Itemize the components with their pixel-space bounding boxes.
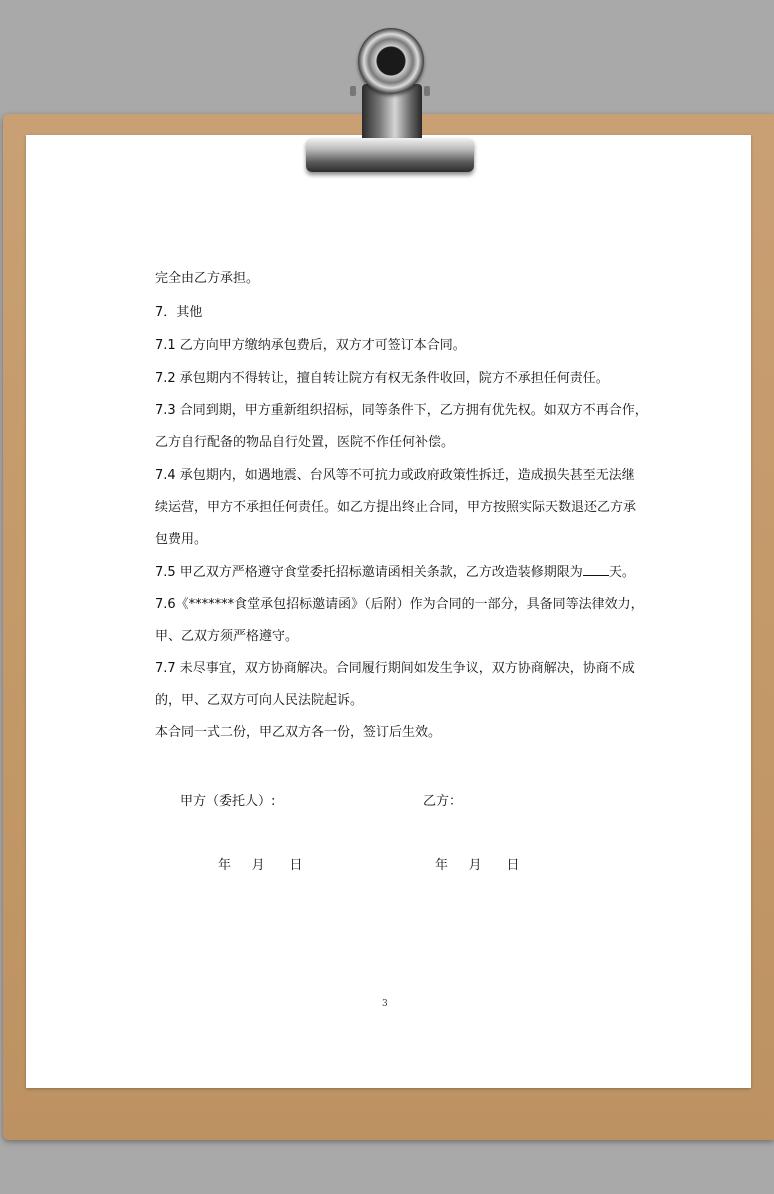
clause-7-2: 7.2 承包期内不得转让，擅自转让院方有权无条件收回，院方不承担任何责任。 [155, 371, 609, 386]
section-heading: 7．其他 [155, 305, 203, 320]
clip-base [306, 138, 474, 172]
clip-hinge-left [350, 86, 356, 96]
clause-7-4: 7.4 承包期内，如遇地震、台风等不可抗力或政府政策性拆迁，造成损失甚至无法继 [155, 468, 635, 483]
clause-7-6: 7.6《*******食堂承包招标邀请函》（后附）作为合同的一部分，具备同等法律效力， [155, 597, 644, 612]
clause-7-3-cont: 乙方自行配备的物品自行处置，医院不作任何补偿。 [155, 435, 455, 450]
clip-ring [358, 28, 424, 94]
clause-7-4-cont: 续运营，甲方不承担任何责任。如乙方提出终止合同，甲方按照实际天数退还乙方承 [155, 500, 637, 515]
page-number: 3 [382, 999, 388, 1009]
clause-7-5-text: 7.5 甲乙双方严格遵守食堂委托招标邀请函相关条款，乙方改造装修期限为 [155, 565, 583, 580]
clause-7-4-cont2: 包费用。 [155, 532, 208, 547]
party-a-label: 甲方（委托人）: [180, 794, 276, 809]
clause-7-5-end: 天。 [608, 565, 635, 580]
binder-clip [300, 26, 480, 181]
clause-7-7-cont: 的，甲、乙双方可向人民法院起诉。 [155, 693, 364, 708]
clause-7-1: 7.1 乙方向甲方缴纳承包费后，双方才可签订本合同。 [155, 338, 466, 353]
clause-7-6-cont: 甲、乙双方须严格遵守。 [155, 629, 299, 644]
clause-7-7: 7.7 未尽事宜，双方协商解决。合同履行期间如发生争议，双方协商解决，协商不成 [155, 661, 635, 676]
clause-7-3: 7.3 合同到期，甲方重新组织招标，同等条件下，乙方拥有优先权。如双方不再合作， [155, 403, 648, 418]
fill-in-blank [583, 562, 609, 576]
text-line: 完全由乙方承担。 [155, 271, 260, 286]
effective-clause: 本合同一式二份，甲乙双方各一份，签订后生效。 [155, 725, 442, 740]
party-b-date: 年 月 日 [435, 858, 520, 873]
party-b-label: 乙方： [423, 794, 463, 809]
clip-hinge-right [424, 86, 430, 96]
clause-7-5 [155, 562, 635, 584]
party-a-date: 年 月 日 [218, 858, 303, 873]
